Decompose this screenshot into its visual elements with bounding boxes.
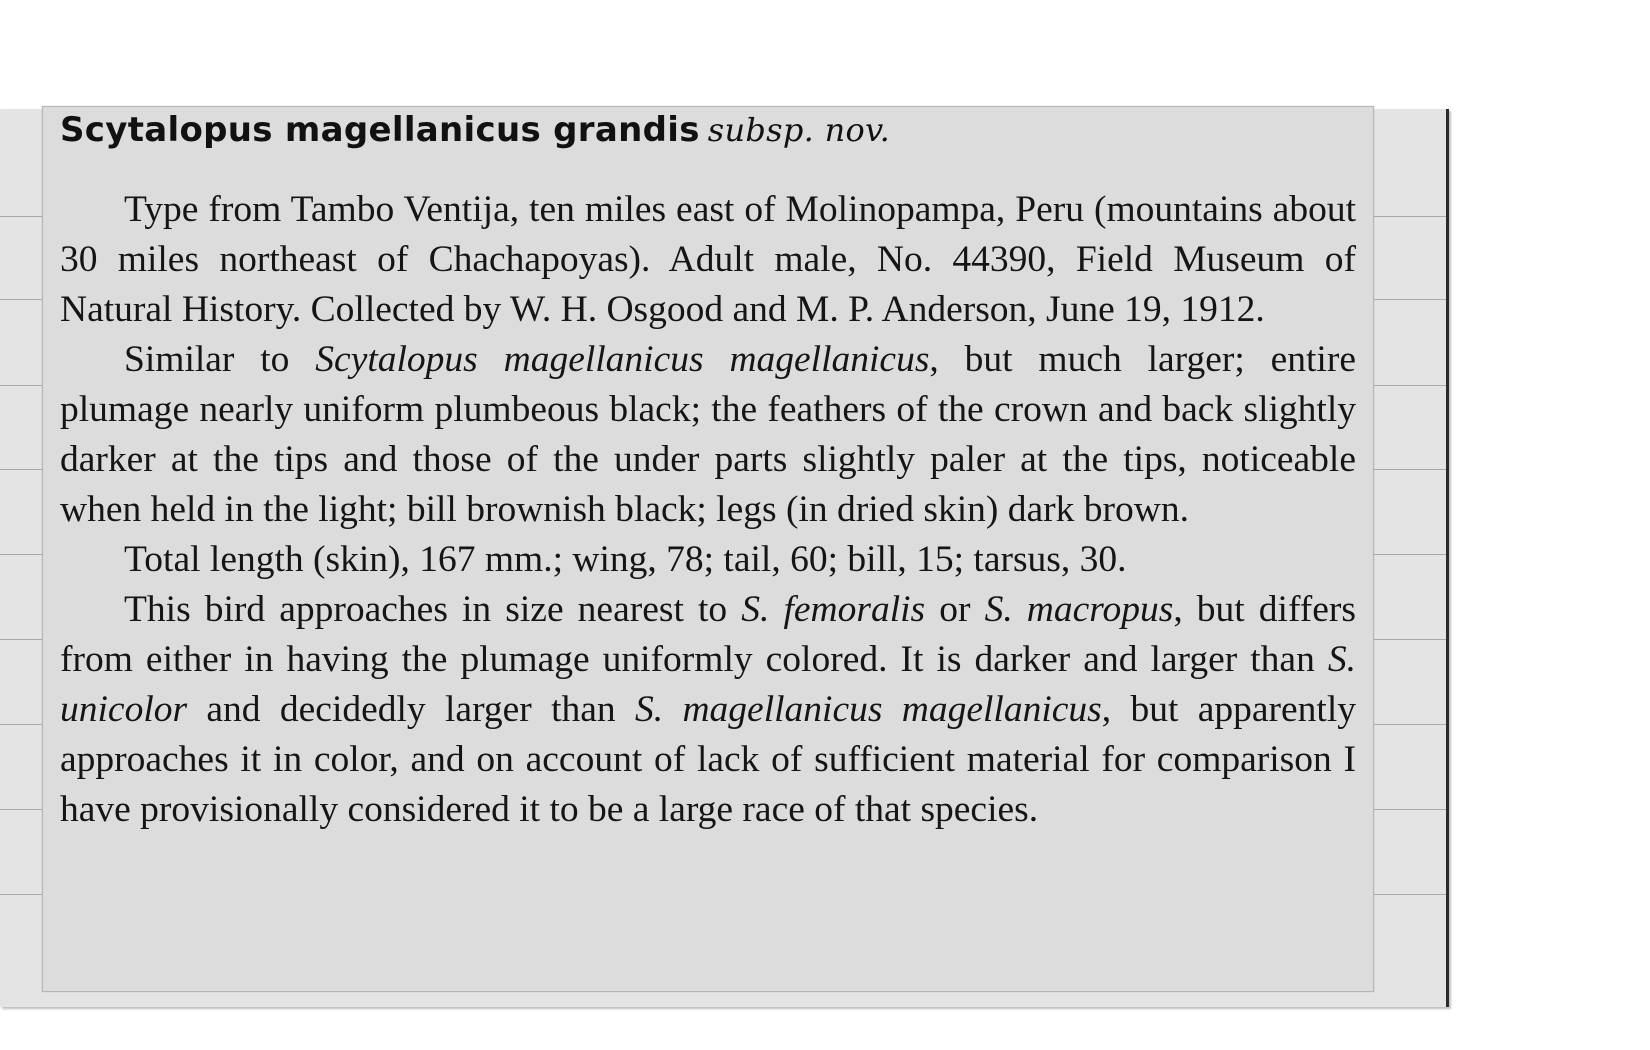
text-run: , but apparently approaches it in color, and on account of lack of sufficient material for comparison I have provisionally considered it to be a large race of that species.	[60, 689, 1356, 830]
taxon-name: S. magellanicus magellanicus	[635, 689, 1102, 730]
taxon-name: S. femoralis	[741, 589, 926, 630]
text-run: , but much larger; entire plumage nearly uniform plumbeous black; the feathers of the crown and back slightly darker at the tips and those of the under parts slightly paler at the tips, noticeable when held in the light; bill brownish black; legs (in dried skin) dark brown.	[60, 339, 1356, 530]
diagnosis-paragraph	[60, 335, 1356, 535]
species-heading	[60, 110, 1360, 150]
text-run: and decidedly larger than	[187, 689, 636, 730]
text-run: , but differs from either in having the plumage uniformly colored. It is darker and larger than	[60, 589, 1356, 680]
taxon-name: Scytalopus magellanicus magellanicus	[315, 339, 930, 380]
taxon-status: subsp. nov.	[707, 111, 891, 149]
text-run: or	[925, 589, 985, 630]
text-run: This bird approaches in size nearest to	[124, 589, 742, 630]
description-text	[60, 185, 1356, 835]
text-run: Similar to	[124, 339, 316, 380]
taxon-name: S. unicolor	[60, 639, 1356, 730]
species-name: Scytalopus magellanicus grandis	[60, 110, 700, 150]
taxon-name: S. macropus	[984, 589, 1174, 630]
remarks-paragraph	[60, 585, 1356, 835]
type-locality-paragraph: Type from Tambo Ventija, ten miles east of Molinopampa, Peru (mountains about 30 miles northeast of Chachapoyas). Adult male, No. 44390, Field Museum of Natural History. Collected by W. H. Osgood and M. P. Anderson, June 19, 1912.	[60, 189, 1356, 330]
measurements-paragraph: Total length (skin), 167 mm.; wing, 78; tail, 60; bill, 15; tarsus, 30.	[124, 539, 1127, 580]
